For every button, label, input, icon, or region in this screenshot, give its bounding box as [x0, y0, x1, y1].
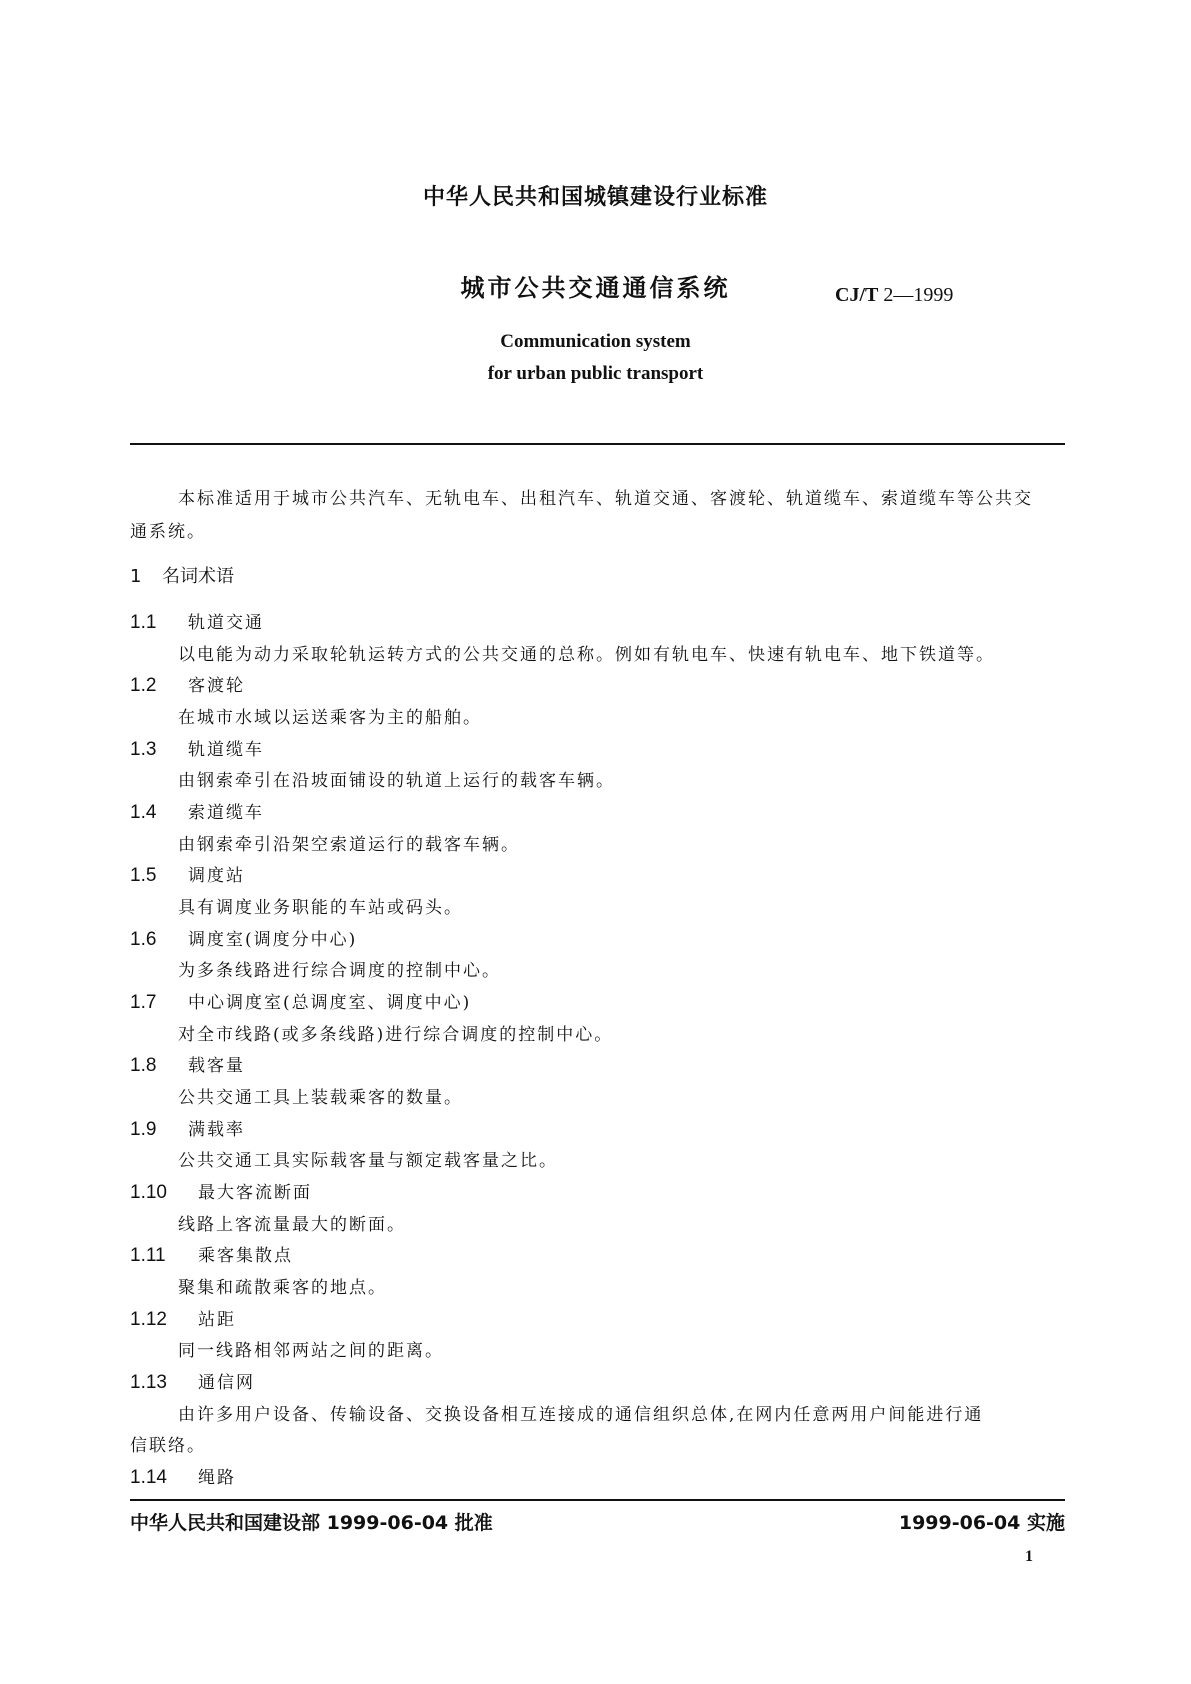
- term-number: 1.12: [130, 1309, 167, 1330]
- term-name: 轨道缆车: [188, 740, 264, 760]
- term-number: 1.3: [130, 739, 157, 760]
- term-heading: [130, 608, 264, 634]
- term-definition: 线路上客流量最大的断面。: [178, 1215, 406, 1235]
- term-number: 1.11: [130, 1245, 166, 1266]
- term-name: 最大客流断面: [198, 1183, 312, 1203]
- term-definition: 由钢索牵引沿架空索道运行的载客车辆。: [178, 835, 520, 855]
- term-number: 1.10: [130, 1182, 167, 1203]
- term-number: 1.9: [130, 1119, 157, 1140]
- section-title: 名词术语: [162, 566, 234, 587]
- term-number: 1.7: [130, 992, 157, 1013]
- term-heading: [130, 1463, 236, 1489]
- term-definition: 公共交通工具上装载乘客的数量。: [178, 1088, 463, 1108]
- term-definition-continued: 信联络。: [130, 1436, 206, 1456]
- term-heading: [130, 1115, 245, 1141]
- term-heading: [130, 1241, 293, 1267]
- intro-line1: 本标准适用于城市公共汽车、无轨电车、出租汽车、轨道交通、客渡轮、轨道缆车、索道缆车等公共交: [178, 489, 1033, 509]
- term-name: 通信网: [198, 1373, 255, 1393]
- term-number: 1.8: [130, 1055, 157, 1076]
- term-definition: 由许多用户设备、传输设备、交换设备相互连接成的通信组织总体,在网内任意两用户间能进行通: [178, 1405, 984, 1425]
- term-definition: 在城市水域以运送乘客为主的船舶。: [178, 708, 482, 728]
- term-number: 1.14: [130, 1467, 167, 1488]
- approval-line: 中华人民共和国建设部 1999-06-04 批准: [130, 1512, 493, 1534]
- term-name: 索道缆车: [188, 803, 264, 823]
- term-name: 载客量: [188, 1056, 245, 1076]
- term-number: 1.1: [130, 612, 157, 633]
- section-number: 1: [130, 566, 142, 587]
- term-definition: 公共交通工具实际载客量与额定载客量之比。: [178, 1151, 558, 1171]
- english-title-line2: for urban public transport: [487, 363, 704, 384]
- page-number: 1: [1025, 1548, 1033, 1565]
- term-number: 1.6: [130, 929, 157, 950]
- header-divider: [130, 443, 1065, 445]
- term-definition: 具有调度业务职能的车站或码头。: [178, 898, 463, 918]
- term-name: 中心调度室(总调度室、调度中心): [188, 993, 472, 1013]
- term-heading: [130, 925, 357, 951]
- term-name: 绳路: [198, 1468, 236, 1488]
- english-title-line1: Communication system: [500, 331, 691, 352]
- term-heading: [130, 988, 471, 1014]
- term-heading: [130, 671, 245, 697]
- term-name: 客渡轮: [188, 676, 245, 696]
- standard-title: 中华人民共和国城镇建设行业标准: [422, 185, 768, 210]
- term-heading: [130, 861, 245, 887]
- term-name: 轨道交通: [188, 613, 264, 633]
- term-definition: 以电能为动力采取轮轨运转方式的公共交通的总称。例如有轨电车、快速有轨电车、地下铁道等。: [178, 645, 995, 665]
- document-code-prefix: CJ/T: [835, 284, 879, 306]
- term-number: 1.4: [130, 802, 157, 823]
- effective-date: 1999-06-04 实施: [898, 1512, 1065, 1534]
- term-number: 1.5: [130, 865, 157, 886]
- term-definition: 聚集和疏散乘客的地点。: [178, 1278, 387, 1298]
- term-heading: [130, 1051, 245, 1077]
- term-name: 站距: [198, 1310, 236, 1330]
- term-heading: [130, 1178, 312, 1204]
- term-definition: 为多条线路进行综合调度的控制中心。: [178, 961, 501, 981]
- document-code: [835, 284, 953, 307]
- footer-divider: [130, 1499, 1065, 1501]
- term-name: 调度站: [188, 866, 245, 886]
- intro-line2: 通系统。: [130, 522, 206, 542]
- term-definition: 由钢索牵引在沿坡面铺设的轨道上运行的载客车辆。: [178, 771, 615, 791]
- term-number: 1.2: [130, 675, 157, 696]
- term-name: 调度室(调度分中心): [188, 930, 358, 950]
- term-heading: [130, 798, 264, 824]
- term-name: 乘客集散点: [198, 1246, 293, 1266]
- section-heading: [130, 562, 234, 588]
- term-heading: [130, 1368, 255, 1394]
- term-name: 满载率: [188, 1120, 245, 1140]
- term-number: 1.13: [130, 1372, 167, 1393]
- document-title: 城市公共交通通信系统: [460, 274, 731, 302]
- term-heading: [130, 1305, 236, 1331]
- term-definition: 同一线路相邻两站之间的距离。: [178, 1341, 444, 1361]
- document-code-number: 2—1999: [883, 284, 954, 306]
- term-heading: [130, 735, 264, 761]
- term-definition: 对全市线路(或多条线路)进行综合调度的控制中心。: [178, 1025, 614, 1045]
